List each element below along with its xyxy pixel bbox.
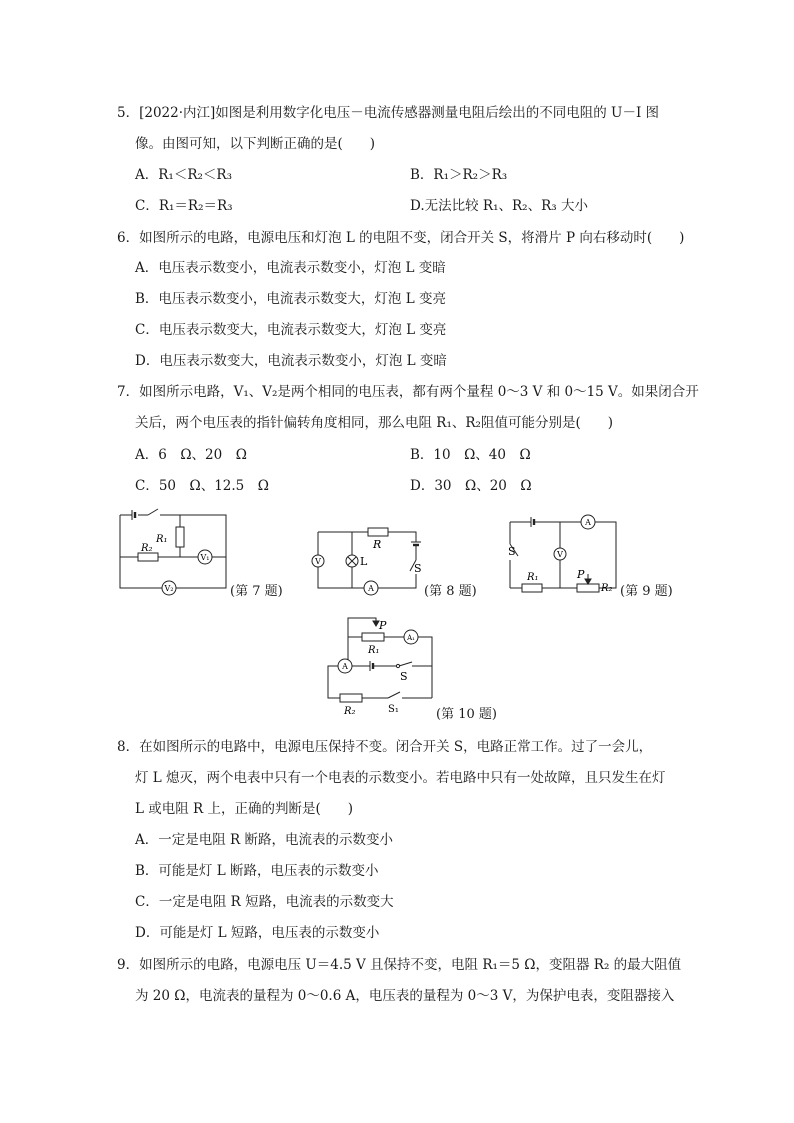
fig10-label-p: P (379, 619, 387, 632)
q9-stem-line1: 9．如图所示的电路，电源电压 U＝4.5 V 且保持不变，电阻 R₁＝5 Ω，变阻器 R₂ 的最大阻值 (117, 957, 682, 973)
fig8-label-r: R (373, 538, 382, 551)
q5-option-c: C．R₁＝R₂＝R₃ (135, 198, 233, 214)
q8-option-d: D．可能是灯 L 短路，电压表的示数变小 (135, 925, 380, 941)
figure-10-circuit (322, 612, 438, 718)
fig9-label-a: A (585, 518, 591, 527)
fig8-label-a: A (368, 584, 374, 593)
fig10-label-s: S (400, 670, 408, 683)
figure-8-circuit (308, 524, 426, 596)
fig10-label-a1: A₁ (407, 634, 415, 642)
q7-stem-line1: 7．如图所示电路，V₁、V₂是两个相同的电压表，都有两个量程 0～3 V 和 0～15 V。如果闭合开 (117, 384, 699, 400)
q7-option-b: B．10 Ω、40 Ω (410, 447, 531, 463)
fig8-label-l: L (360, 555, 368, 568)
fig7-label-v2: V₂ (164, 584, 174, 593)
q5-option-b: B．R₁＞R₂＞R₃ (410, 167, 508, 183)
figure-9-circuit (500, 512, 622, 598)
q7-option-c: C．50 Ω、12.5 Ω (135, 478, 269, 494)
fig10-label-r2: R₂ (344, 706, 356, 717)
fig10-label-r1: R₁ (368, 645, 380, 656)
q6-option-a: A．电压表示数变小，电流表示数变小，灯泡 L 变暗 (135, 260, 446, 276)
q8-option-c: C．一定是电阻 R 短路，电流表的示数变大 (135, 894, 394, 910)
q7-option-a: A．6 Ω、20 Ω (135, 447, 247, 463)
fig9-label-r1: R₁ (527, 572, 539, 583)
q6-option-b: B．电压表示数变小，电流表示数变大，灯泡 L 变亮 (135, 291, 446, 307)
q5-stem-line2: 像。由图可知，以下判断正确的是( ) (135, 136, 376, 152)
q6-option-c: C．电压表示数变大，电流表示数变大，灯泡 L 变亮 (135, 322, 447, 338)
fig10-label-a: A (342, 662, 348, 671)
q8-stem-line2: 灯 L 熄灭，两个电表中只有一个电表的示数变小。若电路中只有一处故障，且只发生在灯 (135, 770, 666, 786)
q7-stem-line2: 关后，两个电压表的指针偏转角度相同，那么电阻 R₁、R₂阻值可能分别是( ) (135, 415, 613, 431)
figure-10-caption: (第 10 题) (436, 707, 497, 722)
fig7-label-r2: R₂ (141, 543, 153, 554)
q5-option-d: D.无法比较 R₁、R₂、R₃ 大小 (410, 198, 588, 214)
figure-7-caption: (第 7 题) (230, 584, 283, 599)
fig8-label-v: V (315, 557, 321, 566)
fig9-label-s: S (508, 545, 516, 558)
q9-stem-line2: 为 20 Ω，电流表的量程为 0～0.6 A，电压表的量程为 0～3 V，为保护电表，变阻器接入 (135, 988, 675, 1004)
q5-option-a: A．R₁＜R₂＜R₃ (135, 167, 232, 183)
figure-8-caption: (第 8 题) (424, 584, 477, 599)
figure-7-circuit (114, 505, 234, 597)
q8-stem-line1: 8．在如图所示的电路中，电源电压保持不变。闭合开关 S，电路正常工作。过了一会儿， (117, 739, 653, 755)
fig10-label-s1: S₁ (388, 704, 399, 715)
q7-option-d: D．30 Ω、20 Ω (410, 478, 532, 494)
fig7-label-r1: R₁ (156, 534, 168, 545)
q8-stem-line3: L 或电阻 R 上，正确的判断是( ) (135, 801, 354, 817)
figure-9-caption: (第 9 题) (620, 584, 673, 599)
q8-option-a: A．一定是电阻 R 断路，电流表的示数变小 (135, 832, 393, 848)
fig9-label-r2: R₂ (601, 583, 613, 594)
fig7-label-v1: V₁ (200, 553, 210, 562)
fig9-label-v: V (557, 550, 563, 559)
fig9-label-p: P (577, 568, 585, 581)
q5-stem-line1: 5．[2022·内江]如图是利用数字化电压－电流传感器测量电阻后绘出的不同电阻的 U－I 图 (117, 105, 660, 121)
fig8-label-s: S (414, 562, 422, 575)
q8-option-b: B．可能是灯 L 断路，电压表的示数变小 (135, 863, 379, 879)
q6-stem-line1: 6．如图所示的电路，电源电压和灯泡 L 的电阻不变，闭合开关 S，将滑片 P 向右移动时( ) (117, 230, 685, 246)
q6-option-d: D．电压表示数变大，电流表示数变小，灯泡 L 变暗 (135, 353, 447, 369)
